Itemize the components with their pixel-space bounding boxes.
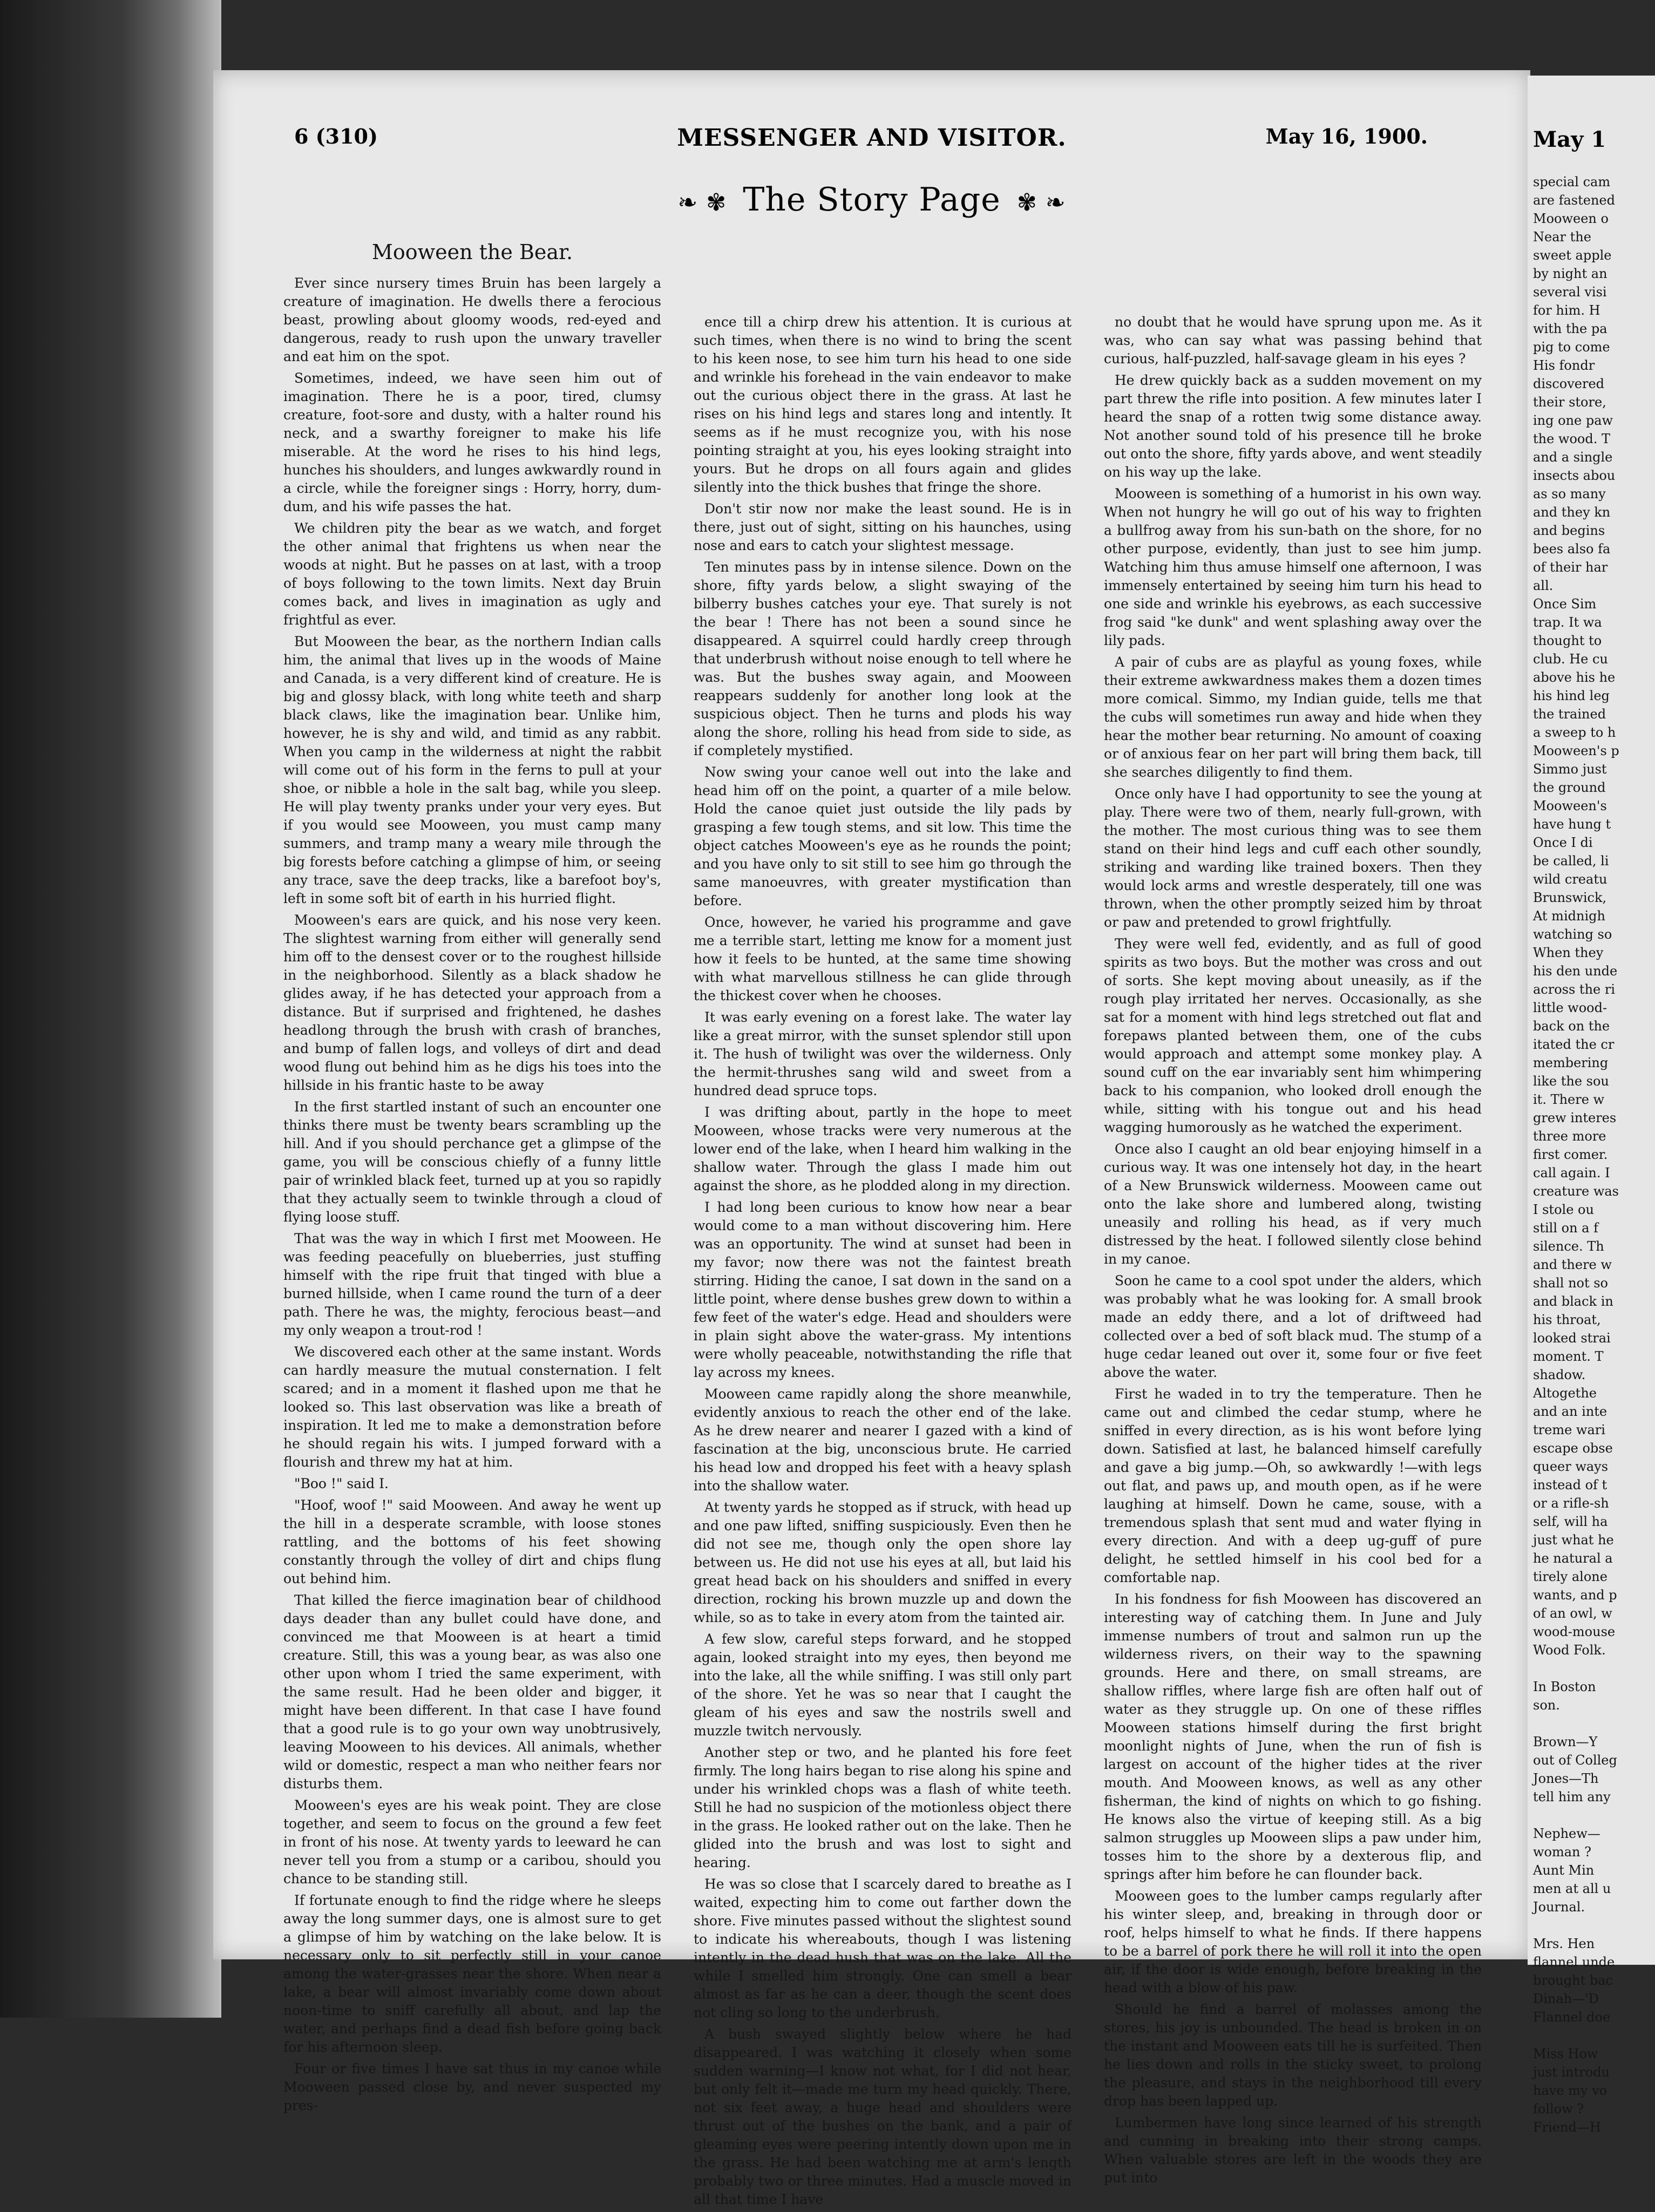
adjacent-page-line: first comer. bbox=[1533, 1147, 1608, 1162]
adjacent-page-line: have hung t bbox=[1533, 817, 1611, 832]
adjacent-page-line: brought bac bbox=[1533, 1973, 1613, 1988]
adjacent-page-line: by night an bbox=[1533, 266, 1607, 281]
adjacent-page-line: several visi bbox=[1533, 284, 1607, 300]
adjacent-page-line: shall not so bbox=[1533, 1275, 1609, 1291]
newspaper-title: MESSENGER AND VISITOR. bbox=[677, 124, 1067, 152]
issue-date: May 16, 1900. bbox=[1265, 124, 1428, 148]
adjacent-page-line: When they bbox=[1533, 945, 1604, 960]
adjacent-page-line: sweet apple bbox=[1533, 248, 1612, 263]
column-1 bbox=[283, 238, 661, 2118]
adjacent-page-line: thought to bbox=[1533, 633, 1602, 648]
adjacent-page-line: he natural a bbox=[1533, 1551, 1613, 1566]
adjacent-page-line: three more bbox=[1533, 1129, 1606, 1144]
story-paragraph: Now swing your canoe well out into the lake and head him off on the point, a quarter of a mile below. Hold the canoe quiet just outside the lily pads by grasping a few tough stems, and sit low. This time the object catches Mooween's eye as he rounds the point; and you have only to sit still to see him go through the same manoeuvres, with greater mystification than before. bbox=[694, 764, 1071, 908]
adjacent-page-line: Once I di bbox=[1533, 835, 1593, 850]
story-paragraph: If fortunate enough to find the ridge where he sleeps away the long summer days, one is almost sure to get a glimpse of him by watching on the lake below. It is necessary only to sit perfectly still in your canoe among the water-grasses near the shore. When near a lake, a bear will almost invariably come down about noon-time to sniff carefully all about, and lap the water, and perhaps find a dead fish before going back for his afternoon sleep. bbox=[283, 1892, 661, 2055]
story-paragraph: They were well fed, evidently, and as full of good spirits as two boys. But the mother was cross and out of sorts. She kept moving about uneasily, as if the rough play irritated her nerves. Occasionally, as she sat for a moment with hind legs stretched out flat and forepaws planted between them, one of the cubs would approach and attempt some monkey play. A sound cuff on the ear invariably sent him whimpering back to his companion, who looked droll enough the while, sitting with his tongue out and his head wagging humorously as he watched the experiment. bbox=[1104, 936, 1482, 1135]
adjacent-page-line: self, will ha bbox=[1533, 1514, 1608, 1529]
story-paragraph: We children pity the bear as we watch, and forget the other animal that frightens us when near the woods at night. But he passes on at last, with a troop of boys following to the town limits. Next day Bruin comes back, and lives in imagination as ugly and frightful as ever. bbox=[283, 520, 661, 628]
adjacent-page-line bbox=[1533, 1916, 1652, 1935]
adjacent-page-line: and they kn bbox=[1533, 505, 1611, 520]
adjacent-page-line: the trained bbox=[1533, 707, 1606, 722]
story-paragraph: I was drifting about, partly in the hope to meet Mooween, whose tracks were very numerous at the lower end of the lake, when I heard him walking in the shallow water. Through the glass I made him out against the shore, as he plodded along in my direction. bbox=[694, 1104, 1071, 1193]
story-paragraph: ence till a chirp drew his attention. It is curious at such times, when there is no wind to bring the scent to his keen nose, to see him turn his head to one side and wrinkle his forehead in the vain endeavor to make out the curious object there in the grass. At last he rises on his hind legs and stares long and intently. It seems as if he must recognize you, with his nose pointing straight at you, his eyes looking straight into yours. But he drops on all fours again and glides silently into the thick bushes that fringe the shore. bbox=[694, 314, 1071, 495]
story-paragraph: Mooween is something of a humorist in his own way. When not hungry he will go out of his way to frighten a bullfrog away from his sun-bath on the shore, for no other purpose, evidently, than just to see him jump. Watching him thus amuse himself one afternoon, I was immensely entertained by seeing him turn his head to one side and wrinkle his eyebrows, as each successive frog said "ke dunk" and went splashing away over the lily pads. bbox=[1104, 486, 1482, 648]
story-paragraph: He drew quickly back as a sudden movement on my part threw the rifle into position. A few minutes later I heard the snap of a rotten twig some distance away. Not another sound told of his presence till he broke out onto the shore, fifty yards above, and went steadily on his way up the lake. bbox=[1104, 372, 1482, 480]
story-paragraph: I had long been curious to know how near a bear would come to a man without discovering him. Here was an opportunity. The wind at sunset had been in my favor; now there was not the faintest breath stirring. Hiding the canoe, I sat down in the sand on a little point, where dense bushes grew down to within a few feet of the water's edge. Head and shoulders were in plain sight above the water-grass. My intentions were wholly peaceable, notwithstanding the rifle that lay across my knees. bbox=[694, 1199, 1071, 1380]
story-paragraph: At twenty yards he stopped as if struck, with head up and one paw lifted, sniffing suspiciously. Even then he did not see me, though only the open shore lay between us. He did not use his eyes at all, but laid his great head back on his shoulders and sniffed in every direction, rocking his brown muzzle up and down the while, so as to take in every atom from the tainted air. bbox=[694, 1499, 1071, 1625]
adjacent-page-line: escape obse bbox=[1533, 1441, 1613, 1456]
adjacent-page-line: of their har bbox=[1533, 560, 1608, 575]
story-title: Mooween the Bear. bbox=[371, 240, 573, 264]
story-paragraph: Mooween came rapidly along the shore meanwhile, evidently anxious to reach the other end of the lake. As he drew nearer and nearer I gazed with a kind of fascination at the big, unconscious brute. He carried his head low and dropped his feet with a heavy splash into the shallow water. bbox=[694, 1386, 1071, 1494]
adjacent-page-line: trap. It wa bbox=[1533, 615, 1602, 630]
adjacent-page-line: the wood. T bbox=[1533, 431, 1611, 446]
story-paragraph: First he waded in to try the temperature. Then he came out and climbed the cedar stump, where he sniffed in every direction, as is his wont before lying down. Satisfied at last, he balanced himself carefully and gave a big jump.—Oh, so awkwardly !—with legs out flat, and paws up, and mouth open, as if he were laughing at himself. Down he came, souse, with a tremendous splash that sent mud and water flying in every direction. And with a deep ug-guff of pure delight, he settled himself in his cool bed for a comfortable nap. bbox=[1104, 1386, 1482, 1585]
story-paragraph: "Boo !" said I. bbox=[294, 1476, 389, 1491]
adjacent-page-line: flannel unde bbox=[1533, 1955, 1615, 1970]
adjacent-page-line: just introdu bbox=[1533, 2065, 1610, 2080]
adjacent-page-line: Nephew— bbox=[1533, 1826, 1600, 1841]
story-paragraph: In the first startled instant of such an encounter one thinks there must be twenty bears scrambling up the hill. And if you should perchance get a glimpse of the game, you will be conscious chiefly of a funny little pair of wrinkled black feet, turned up at you so rapidly that they actually seem to twinkle through a cloud of flying loose stuff. bbox=[283, 1099, 661, 1225]
adjacent-page-line: it. There w bbox=[1533, 1092, 1605, 1107]
adjacent-page-line: Wood Folk. bbox=[1533, 1643, 1606, 1658]
page-header bbox=[213, 124, 1530, 162]
story-paragraph: Don't stir now nor make the least sound. He is in there, just out of sight, sitting on his haunches, using nose and ears to catch your slightest message. bbox=[694, 501, 1071, 553]
adjacent-page-line: Mrs. Hen bbox=[1533, 1936, 1595, 1951]
adjacent-page-line: Aunt Min bbox=[1533, 1863, 1595, 1878]
adjacent-page-line: tirely alone bbox=[1533, 1569, 1607, 1584]
adjacent-page-line: treme wari bbox=[1533, 1422, 1605, 1437]
adjacent-page-line: itated the cr bbox=[1533, 1037, 1615, 1052]
adjacent-page-line: like the sou bbox=[1533, 1074, 1609, 1089]
adjacent-page-line: still on a f bbox=[1533, 1220, 1598, 1236]
adjacent-page-line: and an inte bbox=[1533, 1404, 1607, 1419]
adjacent-page-line: follow ? bbox=[1533, 2101, 1584, 2116]
adjacent-page-line: and a single bbox=[1533, 450, 1613, 465]
adjacent-page-line: are fastened bbox=[1533, 193, 1615, 208]
story-paragraph: Mooween goes to the lumber camps regularly after his winter sleep, and, breaking in through door or roof, helps himself to what he finds. If there happens to be a barrel of pork there he will roll it into the open air, if the door is wide enough, before breaking in the head with a blow of his paw. bbox=[1104, 1888, 1482, 1996]
adjacent-page-line: out of Colleg bbox=[1533, 1753, 1617, 1768]
adjacent-page-line: Mooween o bbox=[1533, 211, 1609, 226]
story-paragraph: We discovered each other at the same instant. Words can hardly measure the mutual consternation. I felt scared; and in a moment it flashed upon me that he looked so. This last observation was like a breath of inspiration. It led me to make a demonstration before he should regain his wits. I jumped forward with a flourish and threw my hat at him. bbox=[283, 1344, 661, 1470]
newspaper-page bbox=[213, 70, 1530, 2207]
adjacent-page-line: their store, bbox=[1533, 395, 1606, 410]
adjacent-page-line: silence. Th bbox=[1533, 1239, 1604, 1254]
story-paragraph: A few slow, careful steps forward, and he stopped again, looked straight into my eyes, then beyond me into the lake, all the while sniffing. I was still only part of the shore. Yet he was so near that I caught the gleam of his eyes and saw the nostrils swell and muzzle twitch nervously. bbox=[694, 1631, 1071, 1739]
adjacent-page-line: Mooween's bbox=[1533, 798, 1607, 813]
story-paragraph: A bush swayed slightly below where he had disappeared. I was watching it closely when some sudden warning—I know not what, for I did not hear, but only felt it—made me turn my head quickly. There, not six feet away, a huge head and shoulders were thrust out of the bushes on the bank, and a pair of gleaming eyes were peering intently down upon me in the grass. He had been watching me at arm's length probably two or three minutes. Had a muscle moved in all that time I have bbox=[694, 2026, 1071, 2207]
adjacent-page-line: be called, li bbox=[1533, 853, 1609, 868]
story-paragraph: Once only have I had opportunity to see the young at play. There were two of them, nearly full-grown, with the mother. The most curious thing was to see them stand on their hind legs and cuff each other soundly, striking and warding like trained boxers. Then they would lock arms and wrestle desperately, till one was thrown, when the other promptly seized him by throat or paw and pretended to growl frightfully. bbox=[1104, 786, 1482, 930]
story-paragraph: In his fondness for fish Mooween has discovered an interesting way of catching them. In June and July immense numbers of trout and salmon run up the wilderness rivers, on their way to the spawning grounds. Here and there, on small streams, are shallow riffles, where large fish are often half out of water as they struggle up. On one of these riffles Mooween stations himself during the first bright moonlight nights of June, when the run of fish is largest on account of the higher tides at the river mouth. And Mooween knows, as well as any other fisherman, the kind of nights on which to go fishing. He knows also the virtue of keeping still. As a big salmon struggles up Mooween slips a paw under him, tosses him to the shore by a dexterous flip, and springs after him before he can flounder back. bbox=[1104, 1591, 1482, 1882]
adjacent-page-header: May 1 bbox=[1533, 127, 1606, 152]
adjacent-page-line bbox=[1533, 1714, 1652, 1733]
adjacent-page-line: Jones—Th bbox=[1533, 1771, 1599, 1786]
leaf-ornament-icon: ✾ ❧ bbox=[1016, 189, 1066, 216]
column-3 bbox=[1104, 313, 1482, 2190]
adjacent-page-line: instead of t bbox=[1533, 1477, 1607, 1492]
story-paragraph: He was so close that I scarcely dared to breathe as I waited, expecting him to come out farther down the shore. Five minutes passed without the slightest sound to indicate his whereabouts, though I was listening intently in the dead hush that was on the lake. All the while I smelled him strongly. One can smell a bear almost as far as he can a deer, though the scent does not cling so long to the underbrush. bbox=[694, 1876, 1071, 2020]
section-title bbox=[213, 181, 1530, 219]
story-paragraph: "Hoof, woof !" said Mooween. And away he went up the hill in a desperate scramble, with loose stones rattling, and the bottoms of his feet showing constantly through the volley of dirt and chips flung out behind him. bbox=[283, 1497, 661, 1586]
adjacent-page-line: I stole ou bbox=[1533, 1202, 1594, 1217]
adjacent-page-line: Brunswick, bbox=[1533, 890, 1607, 905]
adjacent-page-line: wants, and p bbox=[1533, 1587, 1617, 1603]
story-paragraph: It was early evening on a forest lake. The water lay like a great mirror, with the sunset splendor still upon it. The hush of twilight was over the wilderness. Only the hermit-thrushes sang wild and sweet from a hundred dead spruce tops. bbox=[694, 1009, 1071, 1098]
adjacent-page-line: his den unde bbox=[1533, 963, 1618, 979]
story-paragraph: A pair of cubs are as playful as young foxes, while their extreme awkwardness makes them a dozen times more comical. Simmo, my Indian guide, tells me that the cubs will sometimes run away and hide when they hear the mother bear returning. No amount of coaxing or of anxious fear on her part will bring them back, till she searches diligently to find them. bbox=[1104, 654, 1482, 780]
adjacent-page-line: ing one paw bbox=[1533, 413, 1613, 428]
adjacent-page-line: call again. I bbox=[1533, 1165, 1610, 1180]
adjacent-page-line: Flannel doe bbox=[1533, 2010, 1611, 2025]
adjacent-page-line: In Boston bbox=[1533, 1679, 1596, 1694]
adjacent-page-line: club. He cu bbox=[1533, 652, 1608, 667]
scan-background-left bbox=[0, 0, 221, 2018]
story-paragraph: That killed the fierce imagination bear of childhood days deader than any bullet could have done, and convinced me that Mooween is at heart a timid creature. Still, this was a young bear, as was also one other upon whom I tried the same experiment, with the same result. Had he been older and bigger, it might have been different. In that case I have found that a good rule is to go your own way unobtrusively, leaving Mooween to his devices. All animals, whether wild or domestic, respect a man who neither fears nor disturbs them. bbox=[283, 1592, 661, 1792]
story-paragraph: Ever since nursery times Bruin has been largely a creature of imagination. He dwells there a ferocious beast, prowling about gloomy woods, red-eyed and dangerous, ready to rush upon the unwary traveller and eat him on the spot. bbox=[283, 275, 661, 364]
adjacent-page-line: wood-mouse bbox=[1533, 1624, 1616, 1639]
adjacent-page-line: discovered bbox=[1533, 376, 1605, 391]
story-paragraph: Once also I caught an old bear enjoying himself in a curious way. It was one intensely hot day, in the heart of a New Brunswick wilderness. Mooween came out onto the lake shore and lumbered along, twisting uneasily and rolling his head, as if very much distressed by the heat. I followed silently close behind in my canoe. bbox=[1104, 1141, 1482, 1267]
adjacent-page-line: Brown—Y bbox=[1533, 1734, 1598, 1749]
adjacent-page-line: just what he bbox=[1533, 1532, 1614, 1548]
adjacent-page-line: Once Sim bbox=[1533, 596, 1597, 612]
story-paragraph: That was the way in which I first met Mooween. He was feeding peacefully on blueberries, just stuffing himself with the ripe fruit that tinged with blue a burned hillside, when I came round the turn of a deer path. There he was, the mighty, ferocious beast—and my only weapon a trout-rod ! bbox=[283, 1231, 661, 1338]
adjacent-page-line: or a rifle-sh bbox=[1533, 1496, 1609, 1511]
adjacent-page-line: men at all u bbox=[1533, 1881, 1611, 1896]
adjacent-page-line: son. bbox=[1533, 1698, 1560, 1713]
adjacent-page-line: special cam bbox=[1533, 174, 1611, 189]
adjacent-page-line: woman ? bbox=[1533, 1844, 1592, 1860]
adjacent-page-line: and begins bbox=[1533, 523, 1605, 538]
story-paragraph: Lumbermen have long since learned of his strength and cunning in breaking into their strong camps. When valuable stores are left in the woods they are put into bbox=[1104, 2115, 1482, 2186]
adjacent-page-line: watching so bbox=[1533, 927, 1612, 942]
adjacent-page-line: for him. H bbox=[1533, 303, 1600, 318]
adjacent-page-edge bbox=[1528, 76, 1655, 2135]
adjacent-page-line: Miss How bbox=[1533, 2046, 1598, 2061]
adjacent-page-line: Friend—H bbox=[1533, 2120, 1601, 2135]
adjacent-page-line: shadow. bbox=[1533, 1367, 1586, 1382]
section-title-text: The Story Page bbox=[743, 181, 1001, 219]
adjacent-page-line: bees also fa bbox=[1533, 541, 1611, 557]
leaf-ornament-icon: ❧ ✾ bbox=[677, 189, 727, 216]
story-paragraph: Mooween's eyes are his weak point. They are close together, and seem to focus on the ground a few feet in front of his nose. At twenty yards to leeward he can never tell you from a stump or a caribou, should you chance to be standing still. bbox=[283, 1797, 661, 1887]
adjacent-page-line: creature was bbox=[1533, 1184, 1619, 1199]
adjacent-page-line: Mooween's p bbox=[1533, 743, 1619, 758]
adjacent-page-line: Simmo just bbox=[1533, 762, 1607, 777]
story-paragraph: Once, however, he varied his programme and gave me a terrible start, letting me know for a moment just how it feels to be hunted, at the same time showing with what marvellous stillness he can glide through the thickest cover when he chooses. bbox=[694, 914, 1071, 1003]
adjacent-page-line bbox=[1533, 1806, 1652, 1824]
story-paragraph: Mooween's ears are quick, and his nose very keen. The slightest warning from either will generally send him off to the densest cover or to the roughest hillside in the neighborhood. Silently as a black shadow he glides away, if he has detected your approach from a distance. But if surprised and frightened, he dashes headlong through the brush with crash of branches, and bump of fallen logs, and volleys of dirt and dead wood flung out behind him as he digs his toes into the hillside in his frantic haste to be away bbox=[283, 912, 661, 1093]
adjacent-page-text bbox=[1533, 173, 1652, 2136]
adjacent-page-line: and there w bbox=[1533, 1257, 1612, 1272]
adjacent-page-line: Dinah—'D bbox=[1533, 1991, 1599, 2006]
adjacent-page-line: wild creatu bbox=[1533, 872, 1607, 887]
story-paragraph: Another step or two, and he planted his fore feet firmly. The long hairs began to rise along his spine and under his wrinkled chops was a flash of white teeth. Still he had no suspicion of the motionless object there in the grass. He looked rather out on the lake. Then he glided into the brush and was lost to sight and hearing. bbox=[694, 1745, 1071, 1870]
story-paragraph: Should he find a barrel of molasses among the stores, his joy is unbounded. The head is broken in on the instant and Mooween eats till he is surfeited. Then he lies down and rolls in the sticky sweet, to prolong the pleasure, and stays in the neighborhood till every drop has been lapped up. bbox=[1104, 2001, 1482, 2109]
story-paragraph: Four or five times I have sat thus in my canoe while Mooween passed close by, and never suspected my pres- bbox=[283, 2061, 661, 2113]
adjacent-page-line: a sweep to h bbox=[1533, 725, 1616, 740]
adjacent-page-line: as so many bbox=[1533, 486, 1606, 501]
story-paragraph: Sometimes, indeed, we have seen him out of imagination. There he is a poor, tired, clumsy creature, foot-sore and dusty, with a halter round his neck, and a swarthy foreigner to make his life miserable. At the word he rises to his hind legs, hunches his shoulders, and lunges awkwardly round in a circle, while the foreigner sings : Horry, horry, dum-dum, and his wife passes the hat. bbox=[283, 370, 661, 514]
adjacent-page-line: Altogethe bbox=[1533, 1386, 1597, 1401]
adjacent-page-line: his hind leg bbox=[1533, 688, 1610, 703]
adjacent-page-line: and black in bbox=[1533, 1294, 1613, 1309]
adjacent-page-line: across the ri bbox=[1533, 982, 1616, 997]
adjacent-page-line: with the pa bbox=[1533, 321, 1607, 336]
story-paragraph: no doubt that he would have sprung upon me. As it was, who can say what was passing behind that curious, half-puzzled, half-savage gleam in his eyes ? bbox=[1104, 314, 1482, 367]
adjacent-page-line: his throat, bbox=[1533, 1312, 1601, 1327]
adjacent-page-line bbox=[1533, 1659, 1652, 1678]
story-paragraph: Ten minutes pass by in intense silence. Down on the shore, fifty yards below, a slight swaying of the bilberry bushes catches your eye. That surely is not the bear ! There has not been a sound since he disappeared. A squirrel could hardly creep through that underbrush without noise enough to tell where he was. But the bushes sway again, and Mooween reappears suddenly for another long look at the suspicious object. Then he turns and plods his way along the shore, rolling his head from side to side, as if completely mystified. bbox=[694, 559, 1071, 758]
adjacent-page-line: little wood- bbox=[1533, 1000, 1607, 1015]
adjacent-page-line: queer ways bbox=[1533, 1459, 1609, 1474]
adjacent-page-line: membering bbox=[1533, 1055, 1609, 1070]
adjacent-page-line: insects abou bbox=[1533, 468, 1616, 483]
adjacent-page-line: of an owl, w bbox=[1533, 1606, 1612, 1621]
adjacent-page-line: grew interes bbox=[1533, 1110, 1617, 1125]
adjacent-page-line: above his he bbox=[1533, 670, 1616, 685]
adjacent-page-line: all. bbox=[1533, 578, 1554, 593]
adjacent-page-line: At midnigh bbox=[1533, 908, 1605, 924]
adjacent-page-line: tell him any bbox=[1533, 1789, 1611, 1804]
adjacent-page-line: Journal. bbox=[1533, 1899, 1585, 1915]
story-paragraph: But Mooween the bear, as the northern Indian calls him, the animal that lives up in the woods of Maine and Canada, is a very different kind of creature. He is big and glossy black, with long white teeth and sharp black claws, like the imagination bear. Unlike him, however, he is shy and wild, and timid as any rabbit. When you camp in the wilderness at night the rabbit will come out of his form in the ferns to pull at your shoe, or nibble a hole in the salt bag, while you sleep. He will play twenty pranks under your very eyes. But if you would see Mooween, you must camp many summers, and tramp many a weary mile through the big forests before catching a glimpse of him, or seeing any trace, save the deep tracks, like a barefoot boy's, left in some soft bit of earth in his hurried flight. bbox=[283, 634, 661, 906]
adjacent-page-line: pig to come bbox=[1533, 340, 1610, 355]
story-paragraph: Soon he came to a cool spot under the alders, which was probably what he was looking for. A small brook made an eddy there, and a lot of driftweed had collected over a bed of soft black mud. The stump of a huge cedar leaned out over it, some four or five feet above the water. bbox=[1104, 1273, 1482, 1380]
adjacent-page-line: looked strai bbox=[1533, 1331, 1611, 1346]
adjacent-page-line bbox=[1533, 2026, 1652, 2045]
column-2 bbox=[694, 313, 1071, 2212]
adjacent-page-line: back on the bbox=[1533, 1019, 1610, 1034]
adjacent-page-line: the ground bbox=[1533, 780, 1606, 795]
page-number: 6 (310) bbox=[294, 124, 378, 148]
adjacent-page-line: have my vo bbox=[1533, 2083, 1607, 2098]
adjacent-page-line: His fondr bbox=[1533, 358, 1595, 373]
adjacent-page-line: Near the bbox=[1533, 229, 1591, 245]
adjacent-page-line: moment. T bbox=[1533, 1349, 1604, 1364]
